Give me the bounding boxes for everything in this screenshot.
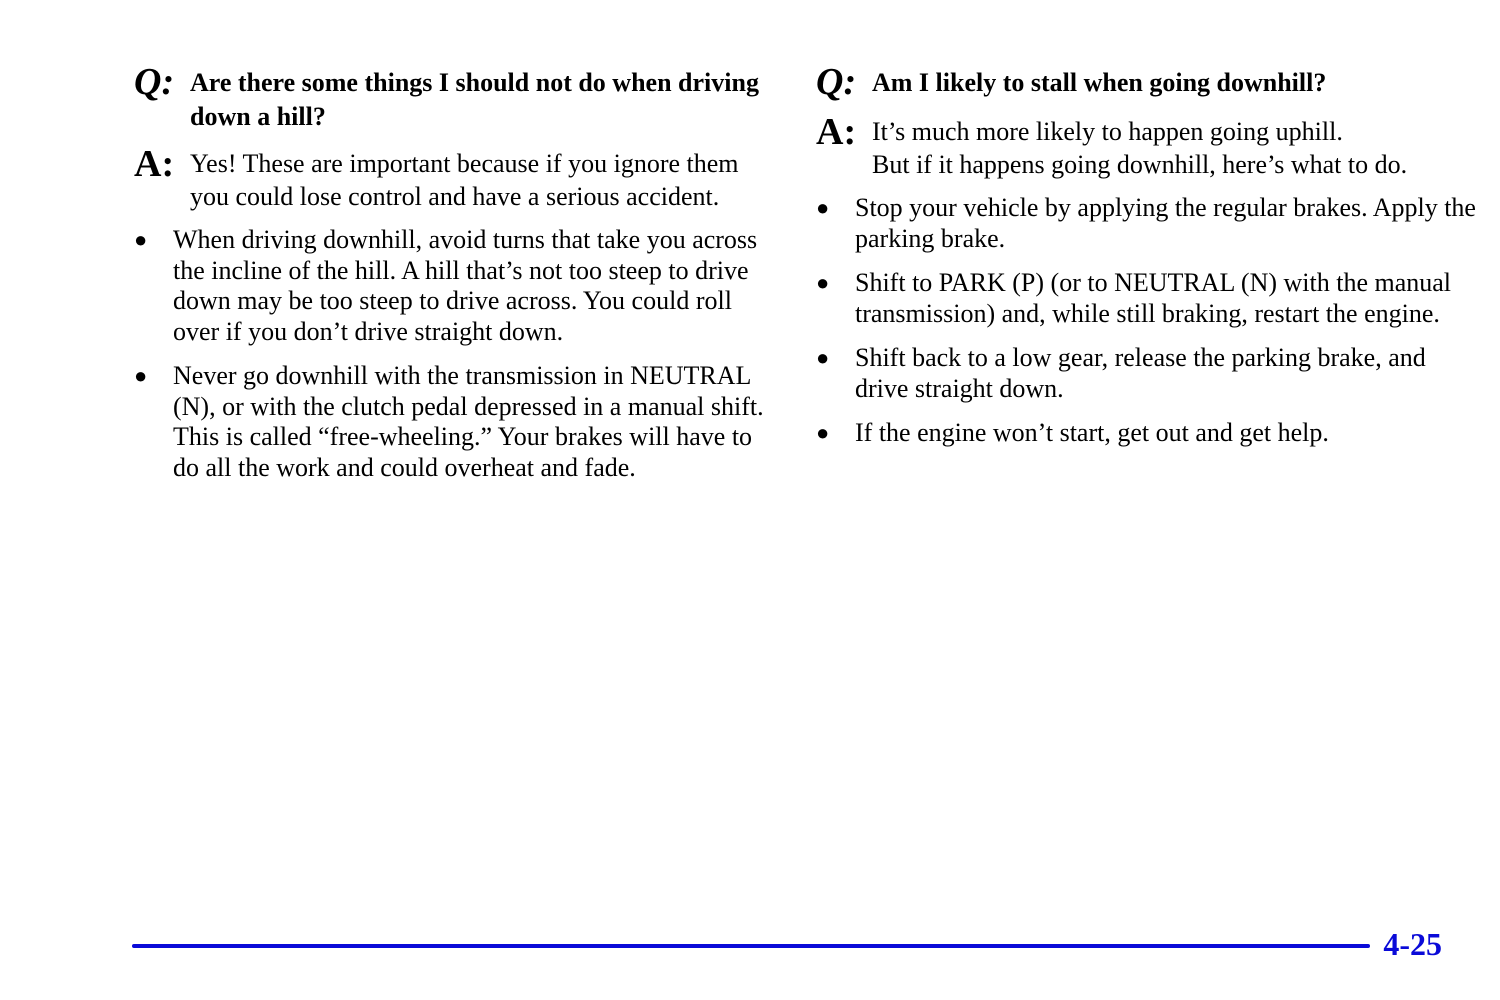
page-number: 4-25 xyxy=(1383,926,1442,962)
footer-rule xyxy=(132,944,1370,948)
question-block xyxy=(816,62,1476,102)
question-marker: Q: xyxy=(816,61,857,103)
list-item xyxy=(816,343,1476,404)
bullet-icon: ● xyxy=(816,195,830,220)
answer-block xyxy=(134,144,774,213)
answer-text: Yes! These are important because if you ignore them you could lose control and have a serious accident. xyxy=(190,149,739,211)
bullet-icon: ● xyxy=(816,270,830,295)
question-block xyxy=(134,62,774,134)
bullet-text: If the engine won’t start, get out and get help. xyxy=(855,418,1329,447)
list-item xyxy=(134,225,774,347)
bullet-text: Stop your vehicle by applying the regular brakes. Apply the parking brake. xyxy=(855,193,1476,253)
answer-line-2: But if it happens going downhill, here’s what to do. xyxy=(872,150,1408,179)
answer-line-1: It’s much more likely to happen going uphill. xyxy=(872,117,1343,146)
left-column xyxy=(134,62,774,497)
question-text: Am I likely to stall when going downhill? xyxy=(872,68,1327,97)
answer-marker: A: xyxy=(134,143,175,185)
answer-block xyxy=(816,112,1476,181)
bullet-icon: ● xyxy=(134,227,148,252)
list-item xyxy=(816,268,1476,329)
bullet-text: When driving downhill, avoid turns that take you across the incline of the hill. A hill that’s not too steep to drive down may be too steep to drive across. You could roll over if you don’t drive straight down. xyxy=(173,225,758,346)
bullet-text: Never go downhill with the transmission in NEUTRAL (N), or with the clutch pedal depressed in a manual shift. This is called “free-wheeling.” Your brakes will have to do all the work and could overheat and fade. xyxy=(173,361,764,482)
question-text: Are there some things I should not do when driving down a hill? xyxy=(190,68,759,131)
bullet-icon: ● xyxy=(134,363,148,388)
bullet-text: Shift to PARK (P) (or to NEUTRAL (N) with the manual transmission) and, while still braking, restart the engine. xyxy=(855,268,1452,328)
bullet-list xyxy=(134,225,774,483)
answer-text xyxy=(872,112,1407,181)
list-item xyxy=(134,361,774,483)
right-column xyxy=(816,62,1476,463)
bullet-icon: ● xyxy=(816,420,830,445)
bullet-text: Shift back to a low gear, release the parking brake, and drive straight down. xyxy=(855,343,1426,403)
answer-marker: A: xyxy=(816,111,857,153)
bullet-icon: ● xyxy=(816,345,830,370)
list-item xyxy=(816,418,1476,449)
question-marker: Q: xyxy=(134,61,175,103)
bullet-list xyxy=(816,193,1476,449)
list-item xyxy=(816,193,1476,254)
